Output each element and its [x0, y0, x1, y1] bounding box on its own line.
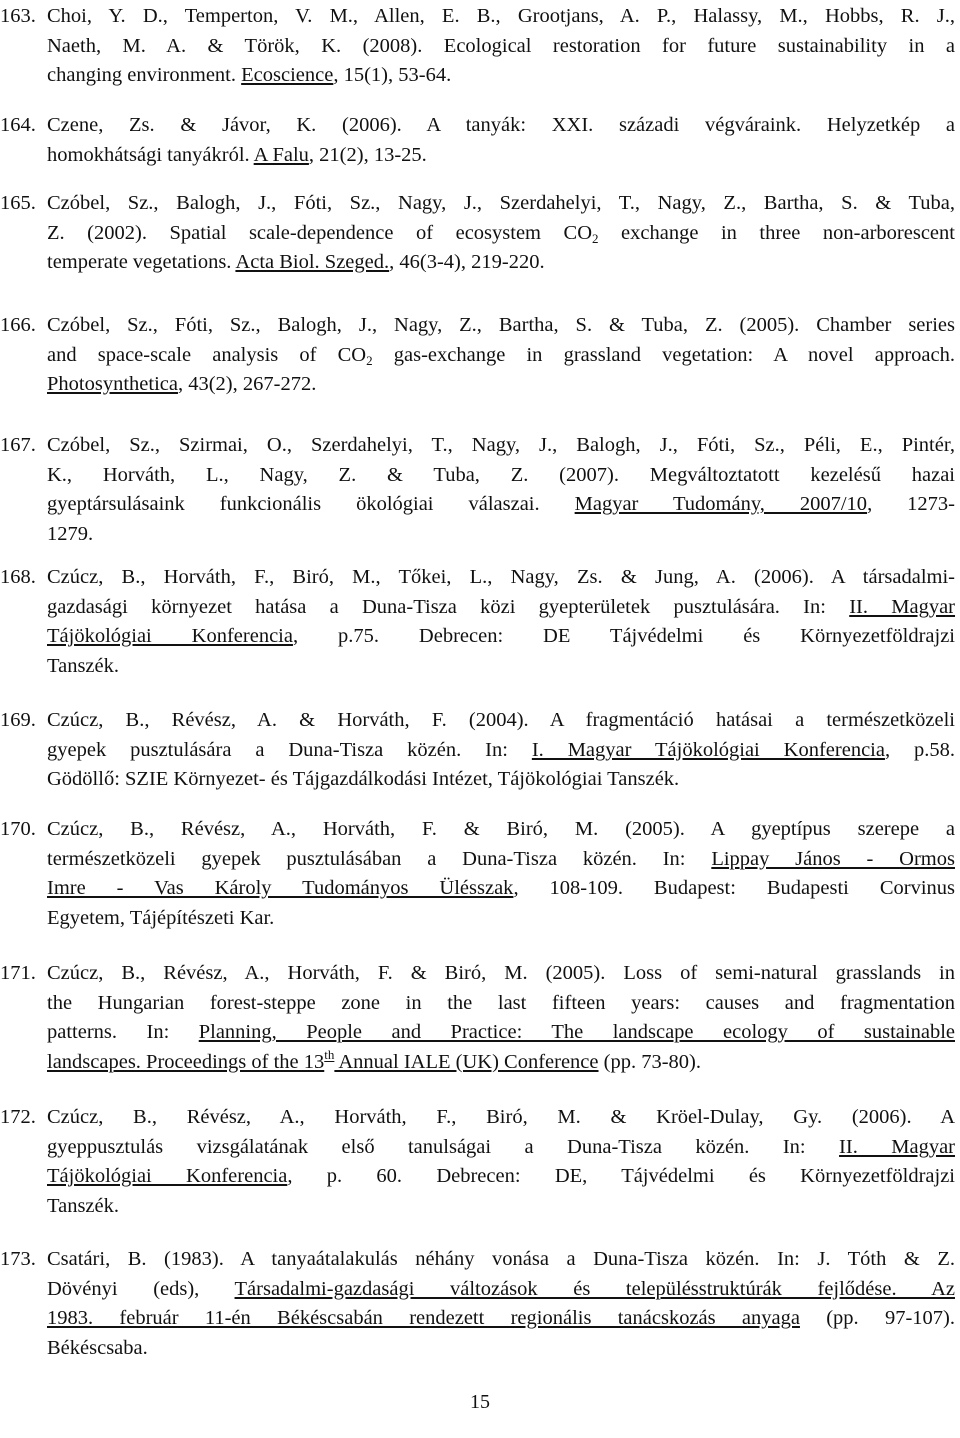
reference-segment: Czúcz, B., Horváth, F., Biró, M., Tőkei, L., Nagy, Zs. & Jung, A. (2006). A társadalmi-	[47, 566, 955, 588]
reference-segment: Czúcz, B., Révész, A., Horváth, F. & Biró, M. (2005). A gyeptípus szerepe a	[47, 818, 955, 840]
reference-segment: , 43(2), 267-272.	[177, 373, 317, 395]
reference-line	[47, 904, 955, 934]
page-number: 15	[470, 1391, 490, 1413]
reference-line	[47, 461, 955, 491]
source-title: Annual IALE (UK) Conference	[334, 1050, 599, 1073]
reference-segment: gyeppusztulás vizsgálatának első tanulságai a Duna-Tisza közén. In:	[47, 1135, 840, 1158]
reference-segment: természetközeli gyepek pusztulásában a Duna-Tisza közén. In:	[47, 847, 712, 870]
reference-text	[47, 706, 955, 795]
reference-segment: changing environment.	[47, 64, 242, 86]
reference-text	[47, 1103, 955, 1221]
reference-line	[47, 520, 955, 550]
reference-line	[47, 736, 955, 766]
reference-segment: , 1273-	[867, 493, 955, 515]
reference-line	[47, 341, 955, 371]
reference-segment: Naeth, M. A. & Török, K. (2008). Ecological restoration for future sustainability in a	[47, 34, 955, 57]
reference-line	[47, 989, 955, 1019]
reference-line	[47, 563, 955, 593]
source-title: I. Magyar Tájökológiai Konferencia	[531, 738, 885, 761]
source-title: II. Magyar	[849, 595, 956, 618]
reference-line	[47, 959, 955, 989]
source-title: landscapes. Proceedings of the 13	[47, 1050, 325, 1073]
reference-number: 164.	[0, 114, 36, 136]
source-title: 1983. február 11-én Békéscsabán rendezett regionális tanácskozás anyaga	[47, 1307, 800, 1329]
reference-number: 169.	[0, 709, 36, 731]
reference-text	[47, 563, 955, 681]
reference-line	[47, 1304, 955, 1334]
reference-text	[47, 111, 955, 170]
reference-line	[47, 1162, 955, 1192]
reference-segment: Gödöllő: SZIE Környezet- és Tájgazdálkodási Intézet, Tájökológiai Tanszék.	[47, 768, 680, 790]
reference-segment: Czóbel, Sz., Szirmai, O., Szerdahelyi, T., Nagy, J., Balogh, J., Fóti, Sz., Péli, E., Pintér,	[47, 434, 955, 456]
source-title: Tájökológiai Konferencia	[47, 1165, 288, 1187]
reference-line	[47, 431, 955, 461]
reference-text	[47, 431, 955, 549]
reference-text	[47, 959, 955, 1077]
reference-text	[47, 1245, 955, 1363]
source-title: Ecoscience	[241, 64, 334, 86]
reference-line	[47, 815, 955, 845]
source-title: II. Magyar	[839, 1135, 955, 1158]
reference-line	[47, 1048, 955, 1078]
reference-segment: gyeptársulásaink funkcionális ökológiai válaszai.	[47, 493, 575, 515]
reference-segment: exchange in three non-arborescent	[598, 221, 955, 244]
reference-line	[47, 248, 955, 278]
reference-segment: , 15(1), 53-64.	[333, 64, 452, 86]
reference-segment: Dövényi (eds),	[47, 1277, 235, 1300]
reference-segment: Choi, Y. D., Temperton, V. M., Allen, E. B., Grootjans, A. P., Halassy, M., Hobbs, R. J.,	[47, 5, 955, 27]
reference-line	[47, 219, 955, 249]
reference-line	[47, 311, 955, 341]
reference-line	[47, 652, 955, 682]
reference-segment: Csatári, B. (1983). A tanyaátalakulás néhány vonása a Duna-Tisza közén. In: J. Tóth & Z.	[47, 1248, 955, 1270]
reference-text	[47, 311, 955, 400]
reference-line	[47, 490, 955, 520]
reference-line	[47, 1334, 955, 1364]
reference-line	[47, 765, 955, 795]
source-title: Photosynthetica	[47, 373, 178, 395]
reference-number: 171.	[0, 962, 36, 984]
source-title: Lippay János - Ormos	[711, 847, 955, 870]
reference-segment: (pp. 73-80).	[598, 1050, 701, 1073]
reference-segment: gyepek pusztulására a Duna-Tisza közén. In:	[47, 738, 532, 761]
reference-segment: patterns. In:	[47, 1021, 199, 1043]
reference-line	[47, 370, 955, 400]
subscript: 2	[366, 352, 373, 368]
reference-line	[47, 111, 955, 141]
reference-line	[47, 874, 955, 904]
reference-segment: Czóbel, Sz., Fóti, Sz., Balogh, J., Nagy, Z., Bartha, S. & Tuba, Z. (2005). Chamber series	[47, 314, 955, 336]
reference-line	[47, 189, 955, 219]
source-title: Tájökológiai Konferencia	[47, 625, 293, 647]
reference-segment: Tanszék.	[47, 1194, 119, 1217]
reference-line	[47, 1192, 955, 1222]
source-title: A Falu	[253, 143, 309, 166]
reference-line	[47, 1133, 955, 1163]
reference-text	[47, 189, 955, 278]
reference-segment: , p.75. Debrecen: DE Tájvédelmi és Környezetföldrajzi	[292, 625, 955, 647]
source-title: Magyar Tudomány, 2007/10	[574, 493, 868, 515]
reference-line	[47, 845, 955, 875]
source-title: Imre - Vas Károly Tudományos Ülésszak	[47, 877, 514, 899]
reference-segment: Czúcz, B., Révész, A., Horváth, F. & Biró, M. (2005). Loss of semi-natural grasslands in	[47, 962, 955, 984]
reference-number: 168.	[0, 566, 36, 588]
reference-segment: Egyetem, Tájépítészeti Kar.	[47, 906, 275, 929]
reference-line	[47, 61, 955, 91]
reference-number: 170.	[0, 818, 36, 840]
reference-segment: Békéscsaba.	[47, 1336, 148, 1359]
reference-segment: gas-exchange in grassland vegetation: A novel approach.	[372, 343, 955, 366]
reference-segment: , p. 60. Debrecen: DE, Tájvédelmi és Környezetföldrajzi	[287, 1165, 955, 1187]
reference-line	[47, 1275, 955, 1305]
reference-line	[47, 593, 955, 623]
reference-segment: (pp. 97-107).	[799, 1307, 955, 1329]
reference-segment: Czúcz, B., Révész, A., Horváth, F., Biró, M. & Kröel-Dulay, Gy. (2006). A	[47, 1106, 955, 1128]
reference-segment: Czúcz, B., Révész, A. & Horváth, F. (2004). A fragmentáció hatásai a természetközeli	[47, 709, 955, 731]
reference-number: 166.	[0, 314, 36, 336]
reference-line	[47, 2, 955, 32]
reference-segment: homokhátsági tanyákról.	[47, 143, 254, 166]
source-title: Társadalmi-gazdasági változások és településstruktúrák fejlődése. Az	[234, 1277, 955, 1300]
reference-segment: and space-scale analysis of CO	[47, 343, 367, 366]
reference-segment: , 21(2), 13-25.	[308, 143, 427, 166]
reference-text	[47, 2, 955, 91]
reference-segment: , p.58.	[884, 738, 956, 761]
reference-number: 165.	[0, 192, 36, 214]
reference-line	[47, 32, 955, 62]
reference-segment: , 108-109. Budapest: Budapesti Corvinus	[513, 877, 955, 899]
reference-text	[47, 815, 955, 933]
reference-line	[47, 622, 955, 652]
reference-number: 167.	[0, 434, 36, 456]
reference-segment: Tanszék.	[47, 654, 119, 677]
superscript: th	[324, 1046, 335, 1062]
reference-number: 163.	[0, 5, 36, 27]
reference-segment: Czene, Zs. & Jávor, K. (2006). A tanyák: XXI. századi végváraink. Helyzetkép a	[47, 114, 955, 136]
reference-segment: the Hungarian forest-steppe zone in the last fifteen years: causes and fragmentation	[47, 991, 955, 1014]
reference-segment: K., Horváth, L., Nagy, Z. & Tuba, Z. (2007). Megváltoztatott kezelésű hazai	[47, 463, 955, 486]
reference-segment: Czóbel, Sz., Balogh, J., Fóti, Sz., Nagy, J., Szerdahelyi, T., Nagy, Z., Bartha, S. & Tuba,	[47, 192, 955, 214]
subscript: 2	[592, 230, 599, 246]
reference-segment: 1279.	[47, 522, 94, 545]
reference-segment: , 46(3-4), 219-220.	[389, 251, 545, 273]
reference-line	[47, 1245, 955, 1275]
reference-segment: gazdasági környezet hatása a Duna-Tisza közi gyepterületek pusztulására. In:	[47, 595, 850, 618]
reference-line	[47, 706, 955, 736]
source-title: Acta Biol. Szeged.	[235, 251, 390, 273]
reference-number: 172.	[0, 1106, 36, 1128]
reference-number: 173.	[0, 1248, 36, 1270]
reference-segment: temperate vegetations.	[47, 251, 236, 273]
reference-line	[47, 141, 955, 171]
reference-line	[47, 1103, 955, 1133]
source-title: Planning, People and Practice: The landscape ecology of sustainable	[198, 1021, 955, 1043]
reference-line	[47, 1018, 955, 1048]
reference-segment: Z. (2002). Spatial scale-dependence of ecosystem CO	[47, 221, 593, 244]
